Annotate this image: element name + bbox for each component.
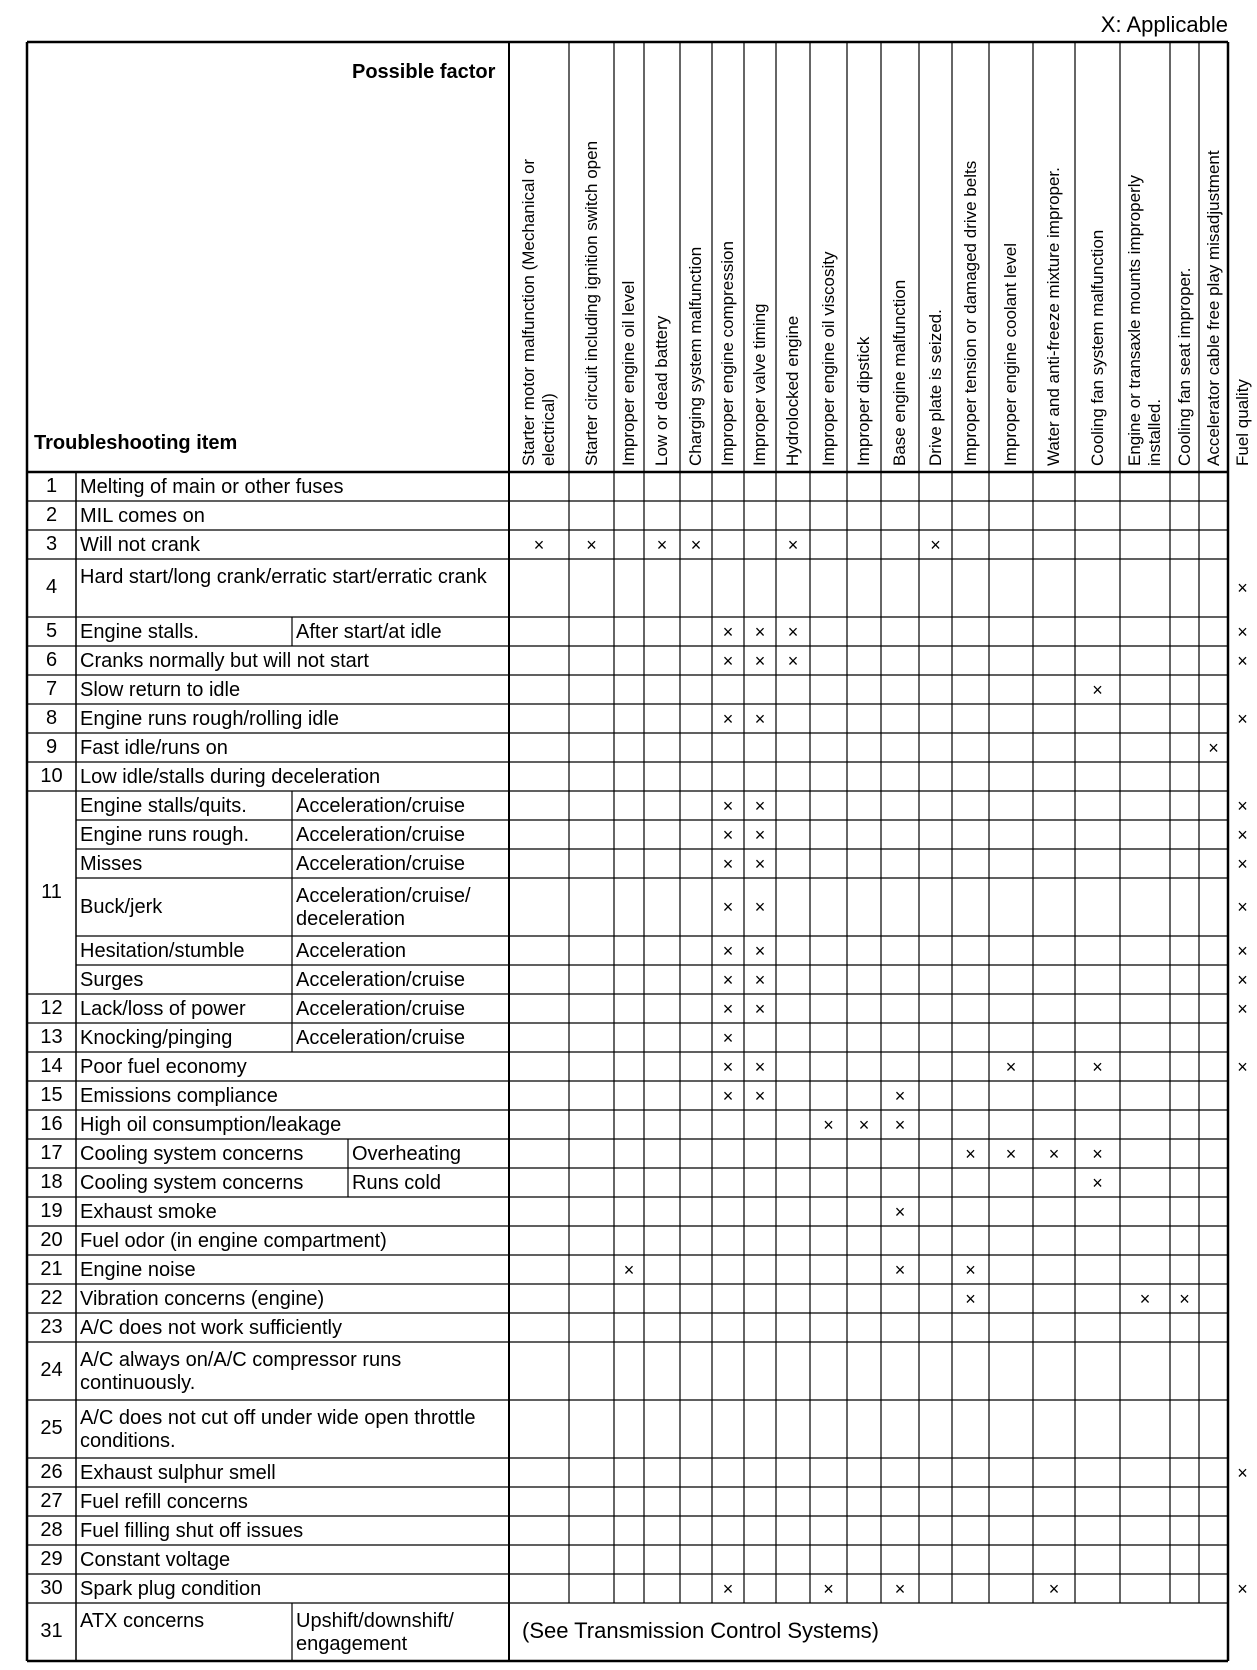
factor-header-line: Improper engine coolant level bbox=[1001, 242, 1020, 466]
applicable-mark: × bbox=[690, 534, 702, 555]
applicable-mark: × bbox=[722, 1085, 734, 1106]
factor-header bbox=[652, 316, 672, 466]
row-number: 28 bbox=[40, 1518, 63, 1541]
legend: X: Applicable bbox=[1100, 12, 1228, 37]
row-number: 31 bbox=[40, 1620, 63, 1642]
factor-header-line: Improper valve timing bbox=[750, 303, 769, 466]
row-number: 11 bbox=[41, 880, 62, 903]
row-number: 18 bbox=[40, 1170, 63, 1193]
possible-factor-label: Possible factor bbox=[352, 61, 496, 83]
row-number: 12 bbox=[40, 996, 63, 1019]
applicable-mark: × bbox=[754, 795, 766, 816]
row-number: 9 bbox=[45, 735, 58, 758]
troubleshooting-item: Vibration concerns (engine) bbox=[80, 1288, 325, 1310]
applicable-mark: × bbox=[823, 1578, 834, 1599]
applicable-mark: × bbox=[894, 1085, 906, 1106]
troubleshooting-item: Poor fuel economy bbox=[80, 1056, 247, 1078]
applicable-mark: × bbox=[965, 1259, 976, 1280]
applicable-mark: × bbox=[1179, 1288, 1190, 1309]
factor-header bbox=[1204, 150, 1224, 466]
troubleshooting-item: Knocking/pinging bbox=[80, 1027, 233, 1049]
applicable-mark: × bbox=[1048, 1578, 1060, 1599]
factor-header bbox=[783, 316, 803, 466]
troubleshooting-item: MIL comes on bbox=[80, 505, 205, 527]
troubleshooting-item: Exhaust sulphur smell bbox=[80, 1462, 276, 1484]
applicable-mark: × bbox=[1092, 1143, 1103, 1164]
applicable-mark: × bbox=[787, 650, 799, 671]
applicable-mark: × bbox=[722, 969, 734, 990]
row-number: 5 bbox=[45, 619, 58, 642]
factor-header-line: Improper tension or damaged drive belts bbox=[960, 160, 980, 466]
troubleshooting-item: Engine runs rough. bbox=[80, 824, 250, 846]
applicable-mark: × bbox=[1005, 1143, 1017, 1164]
applicable-mark: × bbox=[754, 650, 766, 671]
applicable-mark: × bbox=[1005, 1056, 1017, 1077]
row-number: 2 bbox=[45, 503, 58, 526]
condition: Acceleration/cruise bbox=[296, 853, 465, 875]
row-number: 26 bbox=[40, 1460, 63, 1483]
applicable-mark: × bbox=[722, 1578, 734, 1599]
applicable-mark: × bbox=[858, 1114, 870, 1135]
applicable-mark: × bbox=[930, 534, 941, 555]
factor-header-line: installed. bbox=[1145, 398, 1164, 466]
applicable-mark: × bbox=[754, 1056, 766, 1077]
row-number: 15 bbox=[40, 1083, 63, 1106]
applicable-mark: × bbox=[1237, 897, 1248, 917]
factor-header-line: Drive plate is seized. bbox=[925, 309, 945, 466]
factor-header bbox=[854, 337, 874, 466]
troubleshooting-item: Engine runs rough/rolling idle bbox=[80, 708, 340, 730]
applicable-mark: × bbox=[1237, 578, 1248, 598]
applicable-mark: × bbox=[894, 1259, 906, 1280]
row-number: 6 bbox=[45, 648, 58, 671]
applicable-mark: × bbox=[1237, 1462, 1248, 1483]
factor-header-line: Charging system malfunction bbox=[686, 246, 705, 466]
applicable-mark: × bbox=[1139, 1288, 1151, 1309]
applicable-mark: × bbox=[1048, 1143, 1060, 1164]
troubleshooting-item: Constant voltage bbox=[80, 1549, 231, 1571]
troubleshooting-item: Hesitation/stumble bbox=[80, 940, 245, 962]
troubleshooting-item: Buck/jerk bbox=[80, 895, 163, 918]
troubleshooting-item: Cranks normally but will not start bbox=[80, 650, 369, 672]
applicable-mark: × bbox=[1237, 795, 1248, 816]
troubleshooting-item: Exhaust smoke bbox=[80, 1201, 217, 1223]
troubleshooting-item: Fast idle/runs on bbox=[80, 737, 228, 759]
row-number: 22 bbox=[40, 1286, 63, 1309]
applicable-mark: × bbox=[722, 650, 734, 671]
factor-header-line: Cooling fan seat improper. bbox=[1174, 267, 1194, 466]
applicable-mark: × bbox=[533, 534, 545, 555]
factor-header-line: Hydrolocked engine bbox=[783, 315, 802, 466]
troubleshooting-item: Cooling system concerns bbox=[80, 1172, 304, 1194]
factor-header bbox=[1175, 268, 1195, 466]
applicable-mark: × bbox=[722, 853, 734, 874]
factor-header bbox=[750, 303, 770, 466]
factor-header bbox=[519, 159, 559, 466]
troubleshooting-item: Engine stalls/quits. bbox=[80, 795, 247, 817]
factor-header bbox=[1088, 230, 1108, 466]
troubleshooting-item: Low idle/stalls during deceleration bbox=[80, 766, 381, 788]
factor-header-line: Improper engine compression bbox=[718, 241, 737, 466]
applicable-mark: × bbox=[722, 795, 734, 816]
condition: Upshift/downshift/ engagement bbox=[296, 1610, 454, 1655]
factor-header bbox=[718, 241, 738, 466]
condition: Overheating bbox=[352, 1143, 461, 1165]
factor-header-line: Cooling fan system malfunction bbox=[1087, 229, 1107, 466]
condition: Acceleration/cruise bbox=[296, 824, 465, 846]
applicable-mark: × bbox=[787, 621, 799, 642]
applicable-mark: × bbox=[754, 940, 766, 961]
applicable-mark: × bbox=[1237, 650, 1248, 671]
applicable-mark: × bbox=[754, 1085, 766, 1106]
condition: Runs cold bbox=[352, 1172, 441, 1194]
row-number: 24 bbox=[40, 1359, 63, 1381]
factor-header-line: Starter circuit including ignition switch open bbox=[581, 140, 601, 466]
row-number: 3 bbox=[45, 532, 58, 555]
applicable-mark: × bbox=[1237, 969, 1248, 990]
row-number: 30 bbox=[40, 1576, 63, 1599]
applicable-mark: × bbox=[722, 1027, 734, 1048]
applicable-mark: × bbox=[754, 897, 766, 917]
factor-header-line: Improper engine oil viscosity bbox=[818, 251, 838, 466]
troubleshooting-item: Cooling system concerns bbox=[80, 1143, 304, 1165]
row-number: 21 bbox=[40, 1257, 63, 1280]
factor-header bbox=[1001, 243, 1021, 466]
row-number: 16 bbox=[40, 1112, 63, 1135]
factor-header bbox=[1125, 175, 1165, 466]
applicable-mark: × bbox=[1237, 998, 1248, 1019]
troubleshooting-item: Lack/loss of power bbox=[80, 998, 246, 1020]
applicable-mark: × bbox=[722, 621, 734, 642]
factor-header bbox=[961, 161, 981, 466]
factor-header-line: Fuel quality bbox=[1232, 379, 1252, 466]
factor-header bbox=[1044, 167, 1064, 466]
row-number: 1 bbox=[45, 474, 58, 497]
troubleshooting-item: Engine stalls. bbox=[80, 621, 199, 643]
applicable-mark: × bbox=[1237, 940, 1248, 961]
applicable-mark: × bbox=[722, 940, 734, 961]
row-number: 25 bbox=[40, 1417, 63, 1439]
troubleshooting-item: Will not crank bbox=[80, 534, 201, 556]
condition: Acceleration/cruise bbox=[296, 969, 465, 991]
applicable-mark: × bbox=[754, 621, 766, 642]
troubleshooting-item: Emissions compliance bbox=[80, 1085, 278, 1107]
row-number: 23 bbox=[40, 1315, 63, 1338]
applicable-mark: × bbox=[1237, 853, 1248, 874]
factor-header-line: Engine or transaxle mounts improperly bbox=[1125, 174, 1144, 466]
applicable-mark: × bbox=[1092, 679, 1103, 700]
applicable-mark: × bbox=[787, 534, 799, 555]
applicable-mark: × bbox=[754, 708, 766, 729]
factor-header bbox=[686, 247, 706, 466]
row-number: 29 bbox=[40, 1547, 63, 1570]
factor-header-line: Starter motor malfunction (Mechanical or bbox=[519, 158, 538, 466]
condition: After start/at idle bbox=[296, 621, 442, 643]
condition: Acceleration bbox=[296, 940, 407, 962]
applicable-mark: × bbox=[1237, 1056, 1248, 1077]
row-number: 13 bbox=[40, 1025, 63, 1048]
factor-header-line: Low or dead battery bbox=[652, 315, 671, 466]
applicable-mark: × bbox=[1208, 737, 1219, 758]
troubleshooting-item-label: Troubleshooting item bbox=[34, 432, 238, 454]
troubleshooting-item: High oil consumption/leakage bbox=[80, 1114, 342, 1136]
row-number: 4 bbox=[45, 576, 58, 598]
applicable-mark: × bbox=[722, 897, 734, 917]
applicable-mark: × bbox=[722, 1056, 734, 1077]
applicable-mark: × bbox=[894, 1114, 906, 1135]
applicable-mark: × bbox=[623, 1259, 635, 1280]
applicable-mark: × bbox=[1237, 708, 1248, 729]
factor-header bbox=[619, 281, 639, 466]
troubleshooting-item: Fuel filling shut off issues bbox=[80, 1520, 304, 1542]
row-number: 17 bbox=[40, 1141, 63, 1164]
factor-header-line: Improper dipstick bbox=[854, 336, 873, 466]
troubleshooting-item: Melting of main or other fuses bbox=[80, 476, 344, 498]
applicable-mark: × bbox=[894, 1578, 906, 1599]
applicable-mark: × bbox=[656, 534, 668, 555]
factor-header bbox=[890, 280, 910, 466]
condition: Acceleration/cruise bbox=[296, 998, 465, 1020]
troubleshooting-item: Fuel refill concerns bbox=[80, 1491, 248, 1513]
factor-header-line: Improper engine oil level bbox=[619, 280, 638, 466]
factor-header-line: Base engine malfunction bbox=[890, 279, 909, 466]
condition: Acceleration/cruise bbox=[296, 1027, 465, 1049]
troubleshooting-item: A/C does not work sufficiently bbox=[80, 1317, 342, 1339]
factor-header bbox=[582, 141, 602, 466]
applicable-mark: × bbox=[754, 969, 766, 990]
factor-header bbox=[819, 252, 839, 466]
applicable-mark: × bbox=[965, 1143, 976, 1164]
troubleshooting-item: Surges bbox=[80, 969, 144, 991]
factor-header-line: electrical) bbox=[539, 393, 558, 466]
applicable-mark: × bbox=[823, 1114, 834, 1135]
applicable-mark: × bbox=[754, 998, 766, 1019]
applicable-mark: × bbox=[586, 534, 597, 555]
row-number: 8 bbox=[45, 706, 58, 729]
row-number: 10 bbox=[40, 764, 63, 787]
row-number: 14 bbox=[40, 1054, 63, 1077]
troubleshooting-item: Engine noise bbox=[80, 1259, 196, 1281]
applicable-mark: × bbox=[1237, 1578, 1248, 1599]
applicable-mark: × bbox=[722, 824, 734, 845]
troubleshooting-item: Slow return to idle bbox=[80, 679, 241, 701]
factor-header bbox=[926, 309, 946, 466]
applicable-mark: × bbox=[722, 708, 734, 729]
applicable-mark: × bbox=[894, 1201, 906, 1222]
row-number: 20 bbox=[40, 1228, 63, 1251]
row-number: 27 bbox=[40, 1489, 63, 1512]
factor-header-line: Water and anti-freeze mixture improper. bbox=[1044, 167, 1063, 466]
troubleshooting-item: Misses bbox=[80, 853, 143, 875]
applicable-mark: × bbox=[1237, 824, 1248, 845]
see-transmission-note: (See Transmission Control Systems) bbox=[522, 1618, 879, 1643]
row-number: 7 bbox=[45, 677, 58, 700]
condition: Acceleration/cruise/ deceleration bbox=[296, 885, 471, 930]
applicable-mark: × bbox=[754, 853, 766, 874]
applicable-mark: × bbox=[754, 824, 766, 845]
factor-header-line: Accelerator cable free play misadjustment bbox=[1203, 150, 1223, 466]
troubleshooting-item: Fuel odor (in engine compartment) bbox=[80, 1230, 387, 1252]
troubleshooting-item: A/C always on/A/C compressor runs continuously. bbox=[80, 1349, 402, 1394]
applicable-mark: × bbox=[1092, 1172, 1103, 1193]
applicable-mark: × bbox=[722, 998, 734, 1019]
factor-header bbox=[1233, 379, 1253, 466]
applicable-mark: × bbox=[1237, 621, 1248, 642]
troubleshooting-item: Hard start/long crank/erratic start/erratic crank bbox=[80, 566, 487, 588]
applicable-mark: × bbox=[1092, 1056, 1103, 1077]
troubleshooting-item: A/C does not cut off under wide open throttle conditions. bbox=[80, 1407, 476, 1452]
row-number: 19 bbox=[40, 1199, 63, 1222]
condition: Acceleration/cruise bbox=[296, 795, 465, 817]
applicable-mark: × bbox=[965, 1288, 976, 1309]
troubleshooting-item: ATX concerns bbox=[80, 1610, 205, 1632]
troubleshooting-item: Spark plug condition bbox=[80, 1578, 262, 1600]
